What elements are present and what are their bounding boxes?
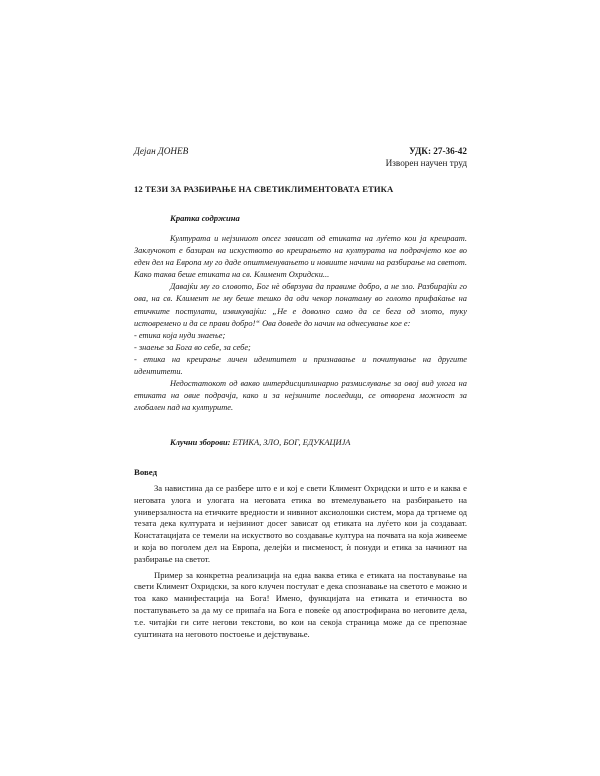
paper-header: [134, 146, 467, 170]
body-paragraph: Пример за конкретна реализација на една ваква етика е етиката на поставување на свети Климент Охридски, за кого клучен постулат е дека спознавање на светото е можно и тоа како манифестација на Бога! Имено, функцијата на етиката и етичноста во постапувањето за да му се припаѓа на Бога е повеќе од апострофирана во неговите дела, т.е. читајќи ги сите негови текстови, во кои на секоја страница може да се препознае суштината на неговото постоење и дејствување.: [134, 569, 467, 639]
summary-heading: Кратка содржина: [170, 213, 240, 223]
abstract-bullet: - знаење за Бога во себе, за себе;: [134, 342, 251, 352]
author-name: Дејан ДОНЕВ: [134, 146, 189, 156]
keywords-value: ЕТИКА, ЗЛО, БОГ, ЕДУКАЦИЈА: [232, 438, 351, 447]
keywords-label: Клучни зборови:: [170, 438, 231, 447]
abstract-bullet: - етика на креирање личен идентитет и признавање и почитување на другите идентитети.: [134, 354, 467, 377]
body-paragraph: За навистина да се разбере што е и кој е свети Климент Охридски и што е и каква е неговата улога и улогата на неговата етика во втемелувањето на разбирањето на универзалноста на етичките вредности и нивниот аксиолошки систем, мора да тргнеме од тезата дека културата и нејзиниот досег зависат од етиката на луѓето кои ја создаваат. Констатацијата се темели на искуството во создавање култура на почвата на која живееме и која во поголем дел на Европа, делејќи и писменост, ѝ понуди и етика за начинот на разбирање на светот.: [134, 483, 467, 564]
abstract: [134, 233, 467, 414]
abstract-paragraph: Давајќи му го словото, Бог нѐ обврзува да правиме добро, а не зло. Разбирајќи го ова, на св. Климент не му беше тешко да оди чекор понатаму во голото прифаќање на етичките постулати, извикувајќи: „Не е доволно само да се бега од злото, туку истовремено и да се прави добро!“ Ова доведе до начин на однесување кое е:: [134, 282, 467, 328]
intro-body: [134, 483, 467, 644]
intro-heading: Вовед: [134, 467, 158, 477]
paper-page: [134, 146, 467, 639]
abstract-bullet: - етика која нуди знаење;: [134, 330, 226, 340]
keywords: [170, 438, 350, 447]
udk-code: УДК: 27-36-42: [409, 146, 467, 156]
abstract-paragraph: Недостатокот од вакво интердисциплинарно размислување за овој вид улога на етиката на овие подрачја, како и за нејзините последици, се отворена можност за глобален пад на културите.: [134, 379, 467, 413]
abstract-paragraph: Културата и нејзиниот опсег зависат од етиката на луѓето кои ја креираат. Заклучокот е базиран на искуството во креирањето на културата на подрачјето кое во еден дел на Европа му го даде општменувањето и новиите начини на разбирање на светот. Како таква беше етиката на св. Климент Охридски...: [134, 234, 467, 280]
paper-title: 12 ТЕЗИ ЗА РАЗБИРАЊЕ НА СВЕТИКЛИМЕНТОВАТА ЕТИКА: [134, 184, 394, 194]
paper-type: Изворен научен труд: [385, 158, 467, 168]
